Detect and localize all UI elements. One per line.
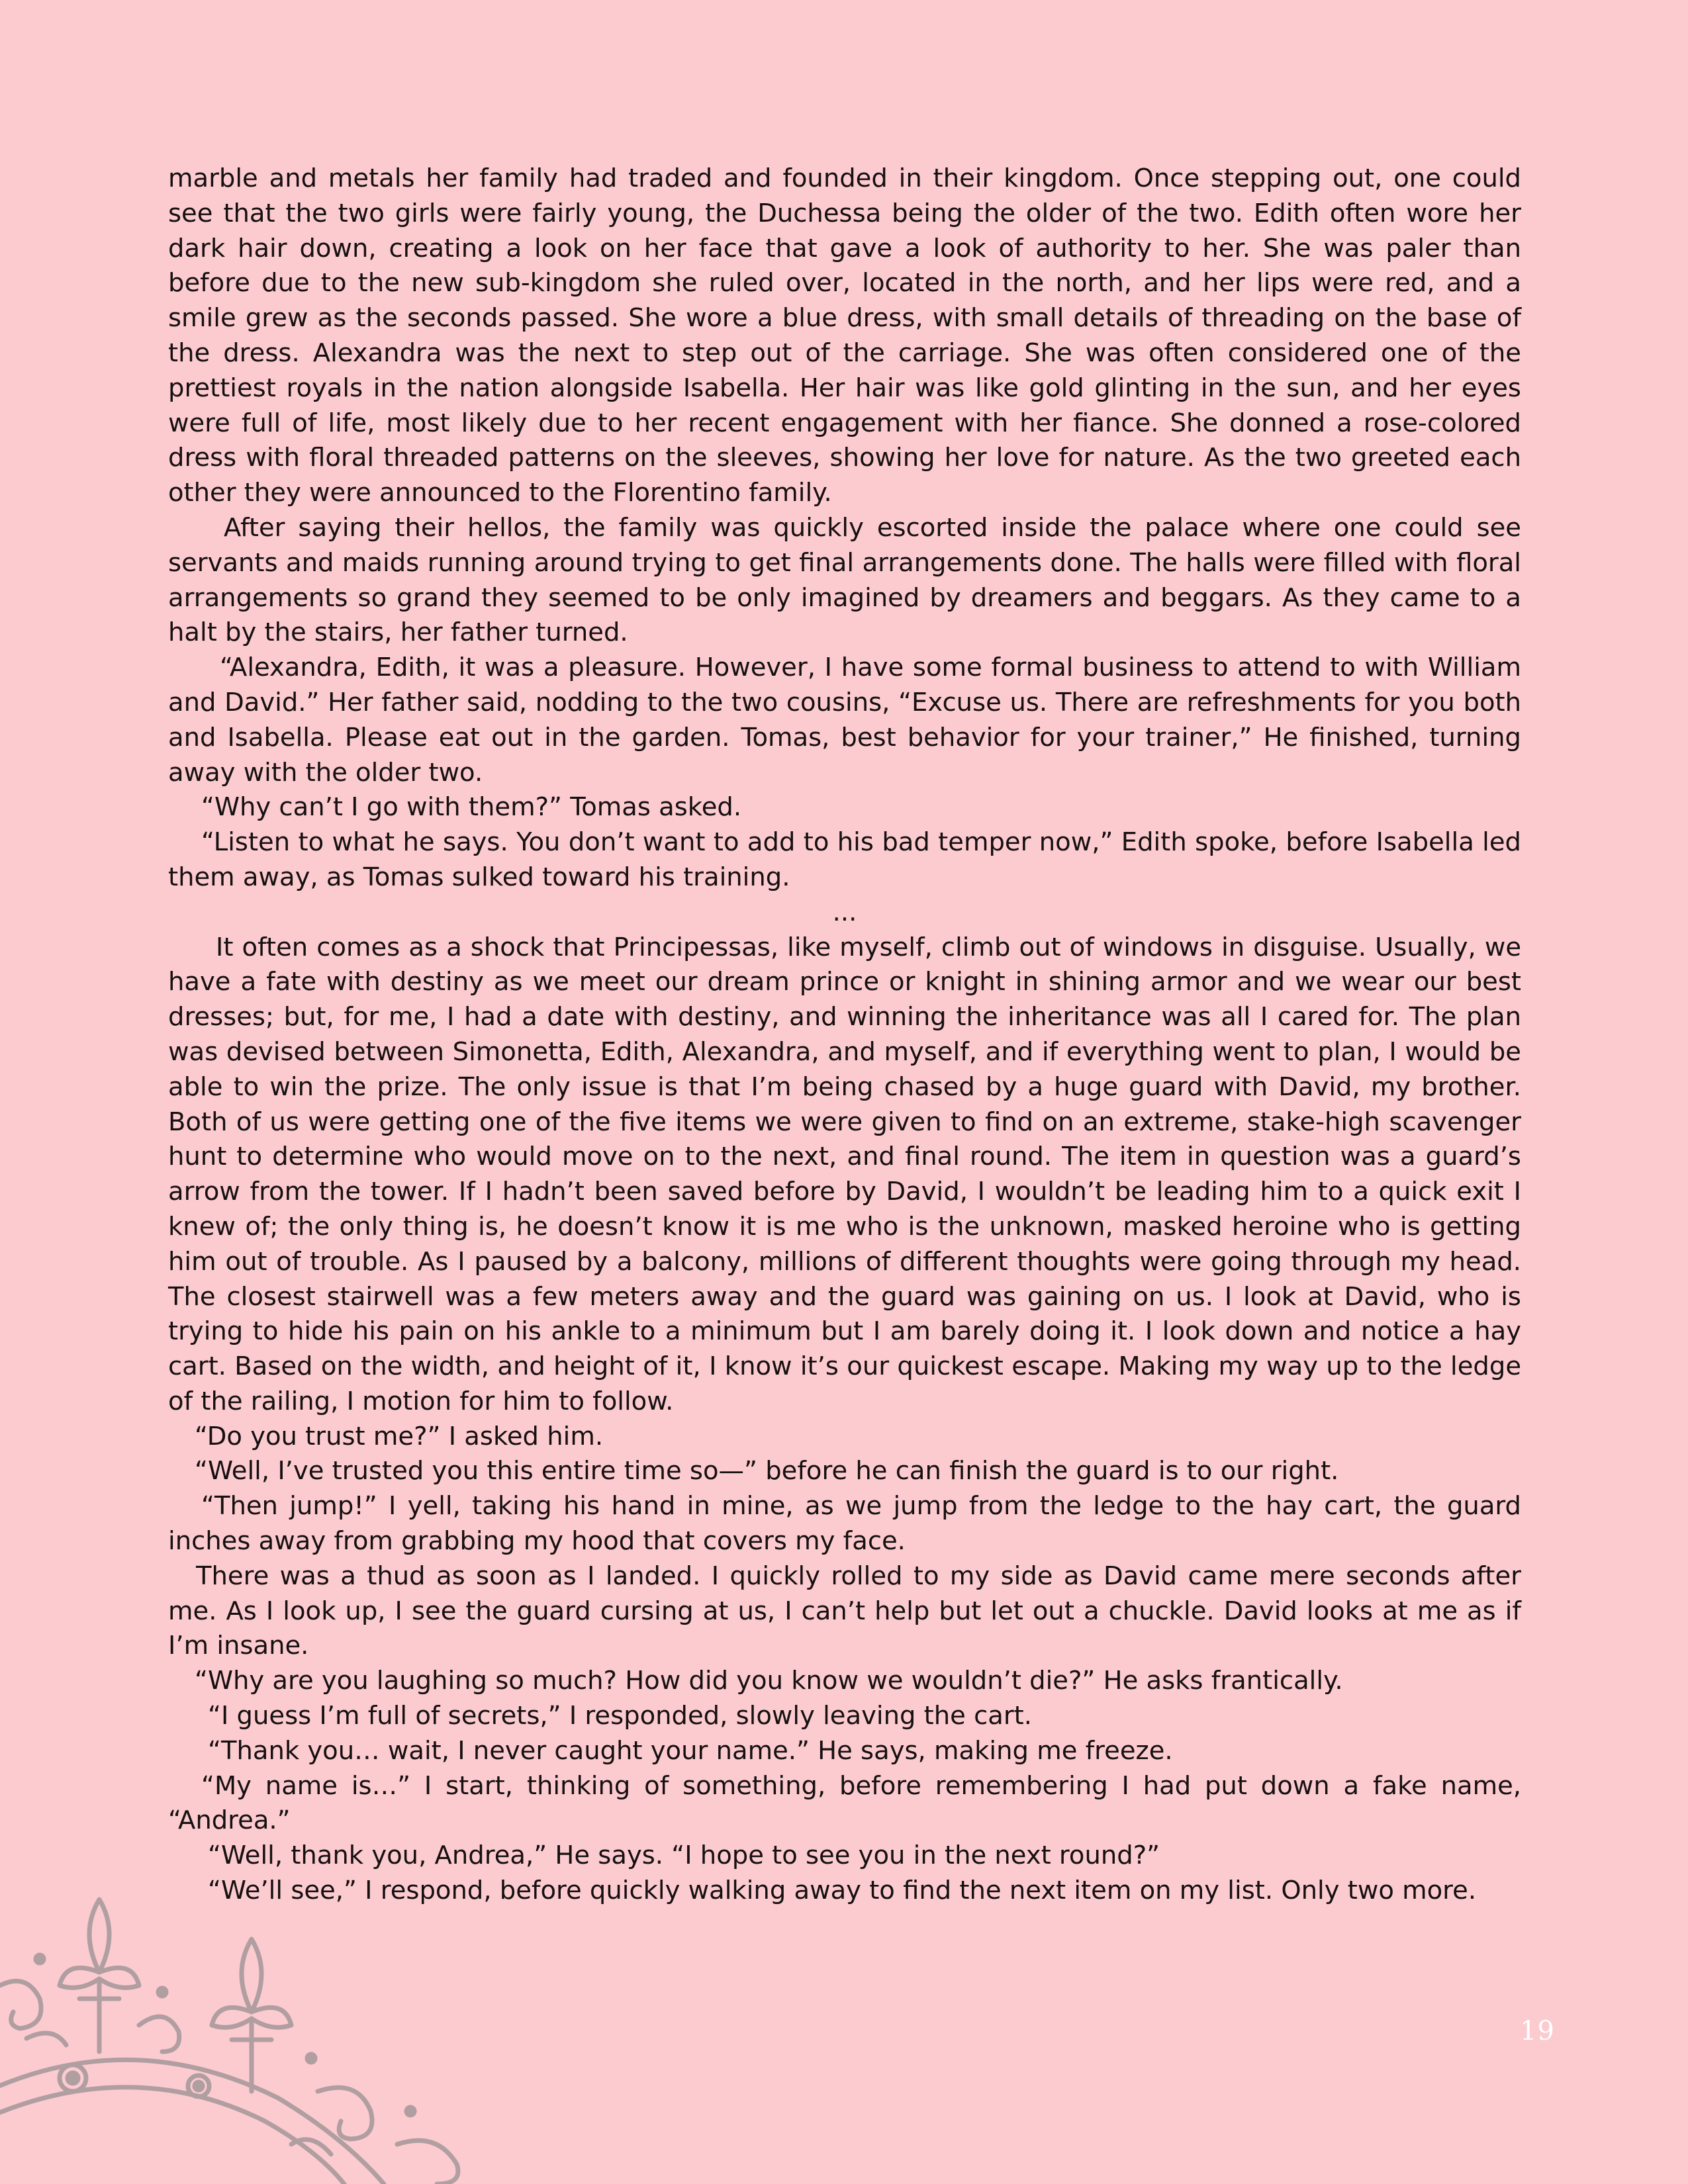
paragraph: “Well, thank you, Andrea,” He says. “I hope to see you in the next round?” — [208, 1841, 1160, 1871]
paragraph: It often comes as a shock that Principessas, like myself, climb out of windows in disguise. Usually, we have a fate with destiny as we meet our dream prince or knight in shining armor and we wear our best dresses; but, for me, I had a date with destiny, and winning the inheritance was all I cared for. The plan was devised between Simonetta, Edith, Alexandra, and myself, and if everything went to plan, I would be able to win the prize. The only issue is that I’m being chased by a huge guard with David, my brother. Both of us were getting one of the five items we were given to find on an extreme, stake-high scavenger hunt to determine who would move on to the next, and final round. The item in question was a guard’s arrow from the tower. If I hadn’t been saved before by David, I wouldn’t be leading him to a quick exit I knew of; the only thing is, he doesn’t know it is me who is the unknown, masked heroine who is getting him out of trouble. As I paused by a balcony, millions of different thoughts were going through my head. The closest stairwell was a few meters away and the guard was gaining on us. I look at David, who is trying to hide his pain on his ankle to a minimum but I am barely doing it. I look down and notice a hay cart. Based on the width, and height of it, I know it’s our quickest escape. Making my way up to the ledge of the railing, I motion for him to follow. — [168, 932, 1521, 1416]
paragraph: After saying their hellos, the family was quickly escorted inside the palace where one could see servants and maids running around trying to get final arrangements done. The halls were filled with floral arrangements so grand they seemed to be only imagined by dreamers and beggars. As they came to a halt by the stairs, her father turned. — [168, 512, 1521, 648]
fleur-de-lis-crown-ornament-icon — [0, 1893, 543, 2184]
paragraph: “Do you trust me?” I asked him. — [195, 1421, 604, 1451]
paragraph: “Listen to what he says. You don’t want to add to his bad temper now,” Edith spoke, before Isabella led them away, as Tomas sulked toward his training. — [168, 827, 1521, 892]
paragraph: “We’ll see,” I respond, before quickly walking away to find the next item on my list. Only two more. — [208, 1876, 1477, 1906]
paragraph: “My name is…” I start, thinking of something, before remembering I had put down a fake name, “Andrea.” — [168, 1770, 1521, 1836]
paragraph: marble and metals her family had traded and founded in their kingdom. Once stepping out, one could see that the two girls were fairly young, the Duchessa being the older of the two. Edith often wore her dark hair down, creating a look on her face that gave a look of authority to her. She was paler than before due to the new sub-kingdom she ruled over, located in the north, and her lips were red, and a smile grew as the seconds passed. She wore a blue dress, with small details of threading on the base of the dress. Alexandra was the next to step out of the carriage. She was often considered one of the prettiest royals in the nation alongside Isabella. Her hair was like gold glinting in the sun, and her eyes were full of life, most likely due to her recent engagement with her fiance. She donned a rose-colored dress with floral threaded patterns on the sleeves, showing her love for nature. As the two greeted each other they were announced to the Florentino family. — [168, 163, 1521, 508]
story-text — [168, 161, 1521, 1909]
scene-separator: ... — [832, 897, 857, 927]
paragraph: “Then jump!” I yell, taking his hand in mine, as we jump from the ledge to the hay cart, the guard inches away from grabbing my hood that covers my face. — [168, 1491, 1521, 1557]
page-number: 19 — [1520, 2016, 1555, 2046]
paragraph: “Why can’t I go with them?” Tomas asked. — [201, 792, 742, 823]
paragraph: “Well, I’ve trusted you this entire time so—” before he can finish the guard is to our right. — [195, 1456, 1339, 1486]
paragraph: “I guess I’m full of secrets,” I responded, slowly leaving the cart. — [208, 1701, 1032, 1731]
paragraph: There was a thud as soon as I landed. I quickly rolled to my side as David came mere seconds after me. As I look up, I see the guard cursing at us, I can’t help but let out a chuckle. David looks at me as if I’m insane. — [168, 1561, 1521, 1661]
paragraph: “Thank you… wait, I never caught your name.” He says, making me freeze. — [208, 1735, 1173, 1766]
paragraph: “Why are you laughing so much? How did you know we wouldn’t die?” He asks frantically. — [195, 1666, 1343, 1696]
paragraph: “Alexandra, Edith, it was a pleasure. However, I have some formal business to attend to with William and David.” Her father said, nodding to the two cousins, “Excuse us. There are refreshments for you both and Isabella. Please eat out in the garden. Tomas, best behavior for your trainer,” He finished, turning away with the older two. — [168, 653, 1521, 788]
